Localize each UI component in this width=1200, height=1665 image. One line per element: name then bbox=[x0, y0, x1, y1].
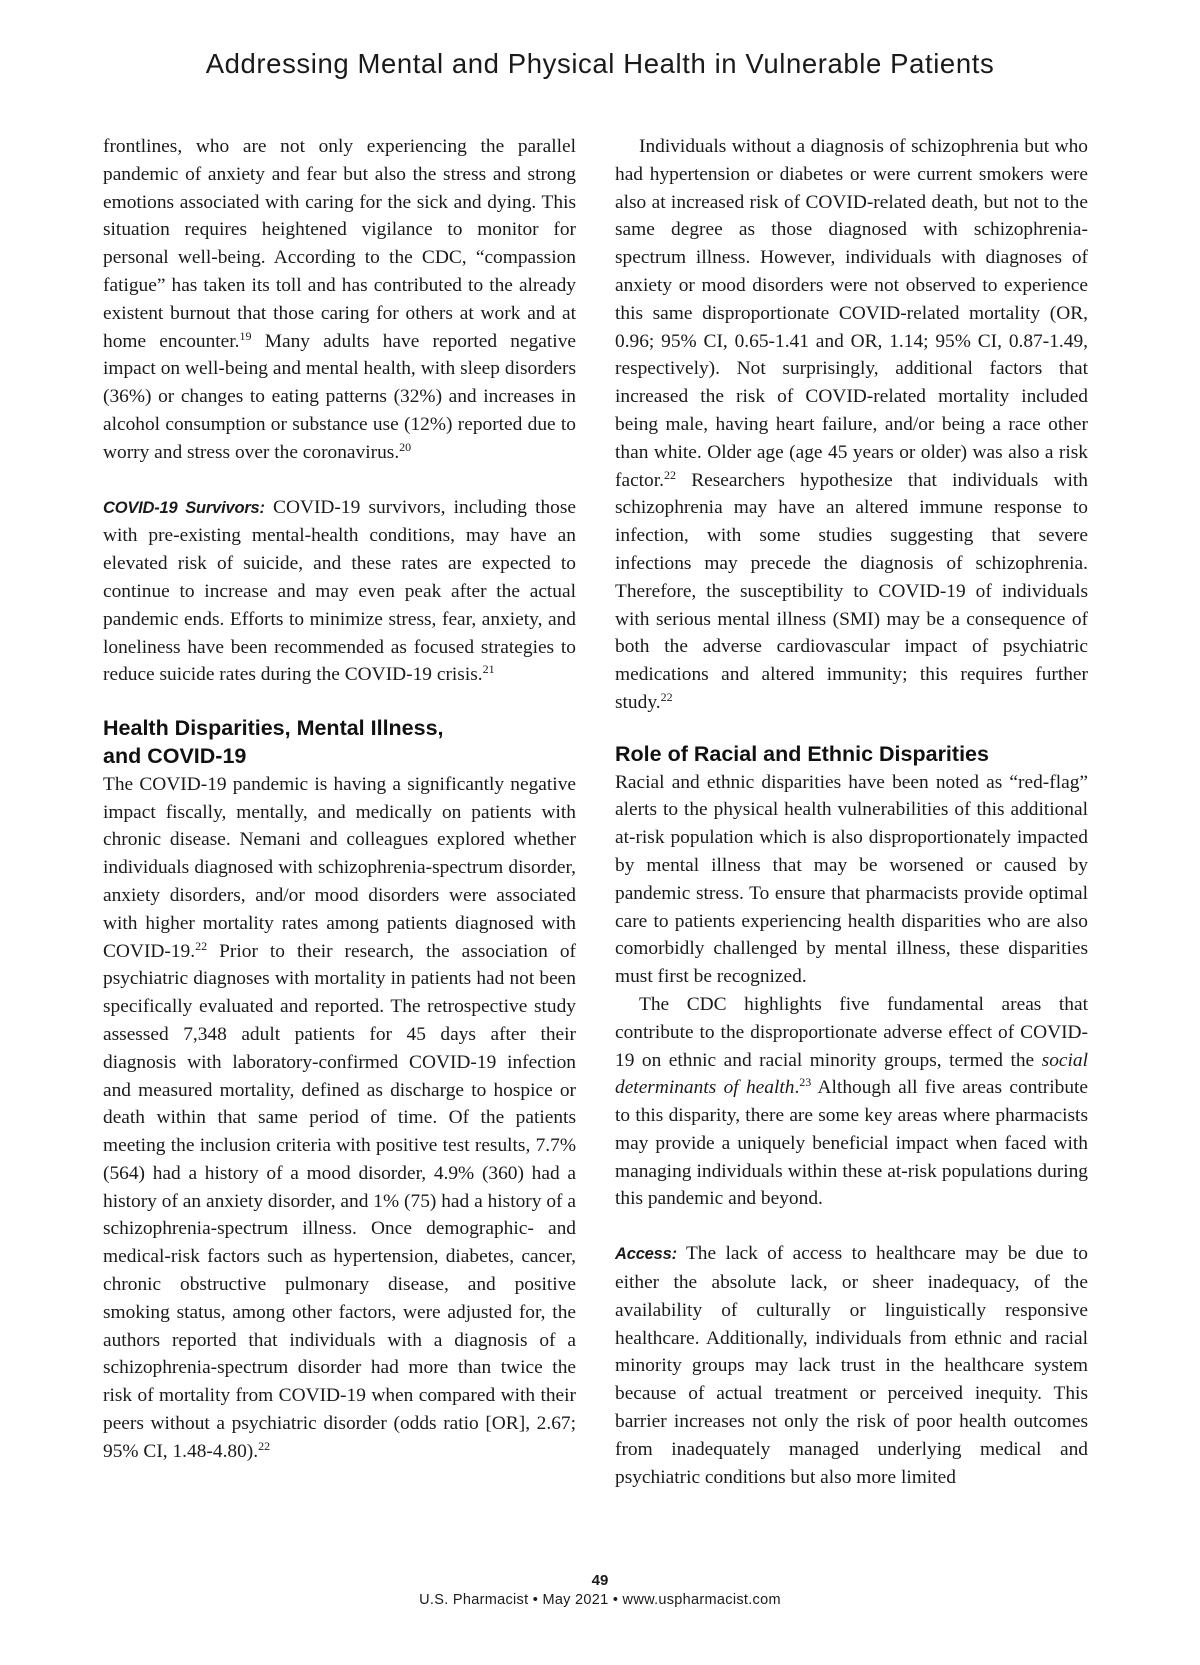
paragraph-cdc-five-areas: The CDC highlights five fundamental areas that contribute to the disproportionate adverse effect of COVID-19 on ethnic and racial minority groups, termed the social determinants of health.$^{23}$ Although all five areas contribute to this disparity, there are some key areas where pharmacists may provide a uniquely beneficial impact when faced with managing individuals within these at-risk populations during this pandemic and beyond. bbox=[615, 993, 1089, 1210]
reference-superscript: 23 bbox=[799, 1075, 812, 1090]
runin-heading-access: Access: bbox=[615, 1245, 677, 1264]
emphasis-social-determinants: social determinants of health bbox=[615, 1049, 1088, 1099]
publication-footer: U.S. Pharmacist • May 2021 • www.uspharmacist.com bbox=[419, 1592, 781, 1608]
paragraph-nemani-study: The COVID-19 pandemic is having a significantly negative impact fiscally, mentally, and medically on patients with chronic disease. Nemani and colleagues explored whether individuals diagnosed with schizophrenia-spectrum disorder, anxiety disorders, and/or mood disorders were associated with higher mortality rates among patients diagnosed with COVID-19.22 Prior to their research, the association of psychiatric diagnoses with mortality in patients had not been specifically evaluated and reported. The retrospective study assessed 7,348 adult patients for 45 days after their diagnosis with laboratory-confirmed COVID-19 infection and measured mortality, defined as discharge to hospice or death within that same period of time. Of the patients meeting the inclusion criteria with positive test results, 7.7% (564) had a history of a mood disorder, 4.9% (360) had a history of an anxiety disorder, and 1% (75) had a history of a schizophrenia-spectrum illness. Once demographic- and medical-risk factors such as hypertension, diabetes, cancer, chronic obstructive pulmonary disease, and positive smoking status, among other factors, were adjusted for, the authors reported that individuals with a diagnosis of a schizophrenia-spectrum disorder had more than twice the risk of mortality from COVID-19 when compared with their peers without a psychiatric disorder (odds ratio [OR], 2.67; 95% CI, 1.48-4.80).$^{22}$ bbox=[103, 773, 576, 1462]
reference-superscript: 22 bbox=[660, 689, 673, 704]
reference-superscript: 21 bbox=[482, 662, 495, 677]
reference-superscript: 20 bbox=[399, 439, 412, 454]
left-column bbox=[103, 133, 576, 1466]
paragraph-covid-survivors: COVID-19 Survivors: COVID-19 survivors, including those with pre-existing mental-health conditions, may have an elevated risk of suicide, and these rates are expected to continue to increase and may even peak after the actual pandemic ends. Efforts to minimize stress, fear, anxiety, and loneliness have been recommended as focused strategies to reduce suicide rates during the COVID-19 crisis.$^{21}$ bbox=[103, 496, 576, 686]
paragraph-racial-disparities: Racial and ethnic disparities have been noted as “red-flag” alerts to the physical health vulnerabilities of this additional at-risk population which is also disproportionately impacted by mental illness that may be worsened or caused by pandemic stress. To ensure that pharmacists provide optimal care to patients experiencing health disparities who are also comorbidly challenged by mental illness, these disparities must first be recognized. bbox=[615, 771, 1088, 988]
runin-heading-covid-survivors: COVID-19 Survivors: bbox=[103, 498, 265, 517]
page-number: 49 bbox=[591, 1572, 609, 1589]
paragraph-access: Access: The lack of access to healthcare may be due to either the absolute lack, or sheer inadequacy, of the availability of culturally or linguistically responsive healthcare. Additionally, individuals from ethnic and racial minority groups may lack trust in the healthcare system because of actual treatment or perceived inequity. This barrier increases not only the risk of poor health outcomes from inadequately managed underlying medical and psychiatric conditions but also more limited bbox=[615, 1243, 1088, 1488]
reference-superscript: 22 bbox=[664, 467, 676, 482]
section-heading-racial-ethnic-disparities: Role of Racial and Ethnic Disparities bbox=[615, 741, 989, 766]
section-heading-health-disparities: Health Disparities, Mental Illness, and COVID-19 bbox=[103, 716, 444, 768]
running-header: Addressing Mental and Physical Health in Vulnerable Patients bbox=[205, 48, 995, 79]
reference-superscript: 22 bbox=[195, 938, 208, 953]
reference-superscript: 22 bbox=[258, 1438, 271, 1453]
paragraph-frontlines: frontlines, who are not only experiencing the parallel pandemic of anxiety and fear but also the stress and strong emotions associated with caring for the sick and dying. This situation requires heightened vigilance to monitor for personal well-being. According to the CDC, “compassion fatigue” has taken its toll and has contributed to the already existent burnout that those caring for others at work and at home encounter.$^{19}$ Many adults have reported negative impact on well-being and mental health, with sleep disorders (36%) or changes to eating patterns (32%) and increases in alcohol consumption or substance use (12%) reported due to worry and stress over the coronavirus.$^{20}$ bbox=[103, 136, 576, 463]
paragraph-individuals-without-diagnosis: Individuals without a diagnosis of schizophrenia but who had hypertension or diabetes or were current smokers were also at increased risk of COVID-related death, but not to the same degree as those diagnosed with schizophrenia-spectrum illness. However, individuals with diagnoses of anxiety or mood disorders were not observed to experience this same disproportionate COVID-related mortality (OR, 0.96; 95% CI, 0.65-1.41 and OR, 1.14; 95% CI, 0.87-1.49, respectively). Not surprisingly, additional factors that increased the risk of COVID-related mortality included being male, having heart failure, and/or being a race other than white. Older age (age 45 years or older) was also a risk factor.$^{22}$ Researchers hypothesize that individuals with schizophrenia may have an altered immune response to infection, with some studies suggesting that severe infections may precede the diagnosis of schizophrenia. Therefore, the susceptibility to COVID-19 of individuals with serious mental illness (SMI) may be a consequence of both the adverse cardiovascular impact of psychiatric medications and altered immunity; this requires further study.$^{22}$ bbox=[615, 136, 1088, 713]
right-column bbox=[615, 133, 1088, 1491]
reference-superscript: 19 bbox=[239, 328, 252, 343]
